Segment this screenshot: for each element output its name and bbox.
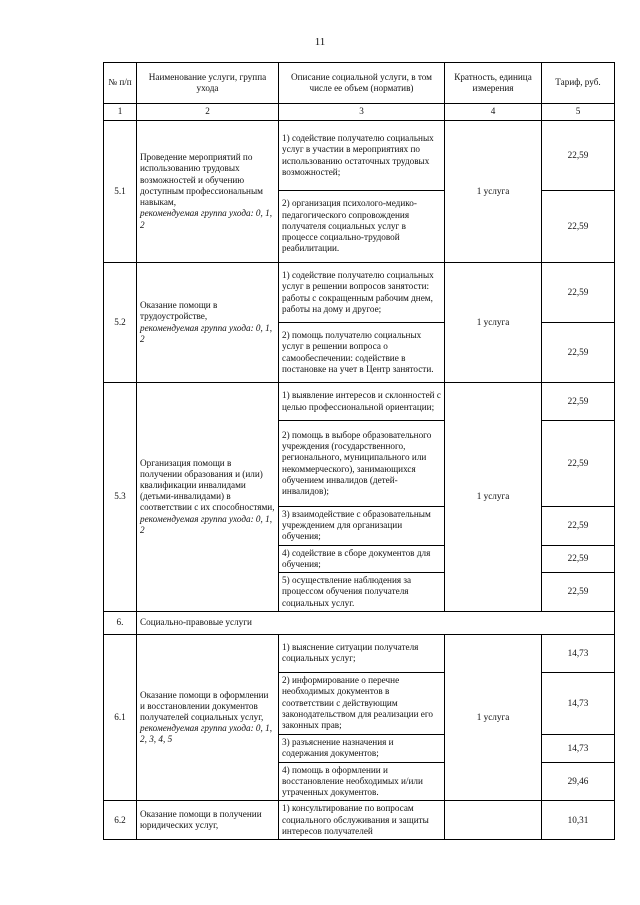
table-header-row xyxy=(104,63,615,104)
tariff-value: 22,59 xyxy=(542,191,615,263)
care-group: рекомендуемая группа ухода: 0, 1, 2 xyxy=(140,322,273,344)
column-number: 2 xyxy=(137,104,279,121)
service-name: Оказание помощи в оформлении и восстановлении документов получателей социальных услуг, xyxy=(140,689,269,722)
column-number: 4 xyxy=(445,104,542,121)
column-numbering-row xyxy=(104,104,615,121)
tariff-value: 10,31 xyxy=(542,801,615,840)
service-description: 3) разъяснение назначения и содержания документов; xyxy=(279,734,445,762)
table-row xyxy=(104,634,615,672)
service-description: 1) содействие получателю социальных услуг в решении вопросов занятости: работы с сокращенным рабочим днем, работы на дому и другое; xyxy=(279,263,445,323)
header-number: № п/п xyxy=(104,63,137,104)
tariff-value: 22,59 xyxy=(542,421,615,507)
table-row xyxy=(104,383,615,421)
service-description: 1) консультирование по вопросам социального обслуживания и защиты интересов получателей xyxy=(279,801,445,840)
service-name-cell xyxy=(137,121,279,263)
header-service-name: Наименование услуги, группа ухода xyxy=(137,63,279,104)
column-number: 1 xyxy=(104,104,137,121)
section-header-row xyxy=(104,611,615,634)
service-unit xyxy=(445,801,542,840)
service-name-cell xyxy=(137,263,279,383)
tariff-value: 22,59 xyxy=(542,383,615,421)
service-name: Оказание помощи в получении юридических услуг, xyxy=(137,801,279,840)
service-description: 3) взаимодействие с образовательным учреждением для организации обучения; xyxy=(279,507,445,546)
table-row xyxy=(104,121,615,191)
row-number: 5.2 xyxy=(104,263,137,383)
tariff-value: 22,59 xyxy=(542,545,615,572)
tariff-value: 22,59 xyxy=(542,121,615,191)
service-description: 5) осуществление наблюдения за процессом обучения получателя социальных услуг. xyxy=(279,573,445,612)
care-group: рекомендуемая группа ухода: 0, 1, 2, 3, 4, 5 xyxy=(140,723,273,745)
service-description: 1) выяснение ситуации получателя социальных услуг; xyxy=(279,634,445,672)
column-number: 3 xyxy=(279,104,445,121)
service-unit: 1 услуга xyxy=(445,121,542,263)
service-description: 1) содействие получателю социальных услуг в участии в мероприятиях по использованию остаточных трудовых возможностей; xyxy=(279,121,445,191)
row-number: 6.2 xyxy=(104,801,137,840)
care-group: рекомендуемая группа ухода: 0, 1, 2 xyxy=(140,513,273,535)
header-unit: Кратность, единица измерения xyxy=(445,63,542,104)
tariff-value: 22,59 xyxy=(542,507,615,546)
tariff-value: 14,73 xyxy=(542,734,615,762)
table-row xyxy=(104,801,615,840)
tariff-value: 22,59 xyxy=(542,263,615,323)
row-number: 5.1 xyxy=(104,121,137,263)
service-name-cell xyxy=(137,634,279,801)
service-unit: 1 услуга xyxy=(445,263,542,383)
tariff-value: 14,73 xyxy=(542,634,615,672)
tariff-value: 14,73 xyxy=(542,672,615,734)
header-description: Описание социальной услуги, в том числе ее объем (норматив) xyxy=(279,63,445,104)
service-description: 2) организация психолого-медико-педагогического сопровождения получателя социальных услуг в процессе социально-трудовой реабилитации. xyxy=(279,191,445,263)
row-number: 5.3 xyxy=(104,383,137,612)
page-number: 11 xyxy=(314,36,326,48)
care-group: рекомендуемая группа ухода: 0, 1, 2 xyxy=(140,208,273,230)
service-description: 2) информирование о перечне необходимых документов в соответствии с действующим законодательством для реализации его законных прав; xyxy=(279,672,445,734)
column-number: 5 xyxy=(542,104,615,121)
header-tariff: Тариф, руб. xyxy=(542,63,615,104)
service-unit: 1 услуга xyxy=(445,383,542,612)
service-description: 1) выявление интересов и склонностей с целью профессиональной ориентации; xyxy=(279,383,445,421)
row-number: 6.1 xyxy=(104,634,137,801)
table-row xyxy=(104,263,615,323)
service-name: Организация помощи в получении образования и (или) квалификации инвалидами (детьми-инвалидами) в соответствии с их способностями, xyxy=(140,457,275,513)
service-description: 4) помощь в оформлении и восстановление необходимых и/или утраченных документов. xyxy=(279,762,445,801)
tariff-value: 22,59 xyxy=(542,323,615,383)
service-description: 4) содействие в сборе документов для обучения; xyxy=(279,545,445,572)
service-name: Проведение мероприятий по использованию трудовых возможностей и обучению доступным профессиональным навыкам, xyxy=(140,152,263,208)
services-table xyxy=(103,62,615,840)
service-name-cell xyxy=(137,383,279,612)
service-unit: 1 услуга xyxy=(445,634,542,801)
service-description: 2) помощь в выборе образовательного учреждения (государственного, регионального, муниципального или некоммерческого), занимающихся обучением инвалидов (детей-инвалидов); xyxy=(279,421,445,507)
service-name: Оказание помощи в трудоустройстве, xyxy=(140,300,218,322)
service-description: 2) помощь получателю социальных услуг в решении вопроса о самообеспечении: содействие в постановке на учет в Центр занятости. xyxy=(279,323,445,383)
section-number: 6. xyxy=(104,611,137,634)
tariff-value: 29,46 xyxy=(542,762,615,801)
tariff-value: 22,59 xyxy=(542,573,615,612)
section-title: Социально-правовые услуги xyxy=(137,611,615,634)
